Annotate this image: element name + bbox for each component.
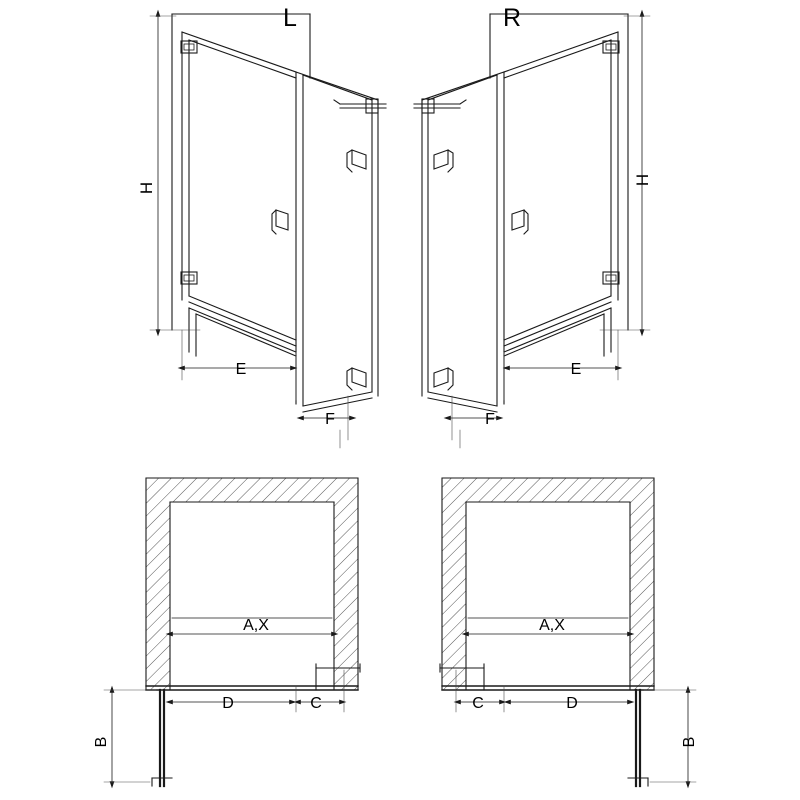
dim-height-right: H xyxy=(633,173,652,187)
dim-side-left: B xyxy=(93,736,110,748)
variant-label-left: L xyxy=(283,4,297,32)
dim-door-left: D xyxy=(222,695,234,712)
variant-label-right: R xyxy=(502,4,522,32)
plan-right xyxy=(440,478,696,786)
dim-overall-left: A,X xyxy=(243,617,269,634)
dim-overall-right: A,X xyxy=(539,617,565,634)
dim-fixed-width-right: F xyxy=(485,411,495,428)
dim-fixed-width-left: F xyxy=(325,411,335,428)
dim-door-width-right: E xyxy=(570,361,582,378)
elevation-left xyxy=(150,14,386,448)
dim-height-left: H xyxy=(137,181,156,195)
plan-left xyxy=(104,478,360,786)
dim-side-right: B xyxy=(681,736,698,748)
dim-fixed-right: C xyxy=(472,695,484,712)
dim-fixed-left: C xyxy=(310,695,322,712)
dim-door-width-left: E xyxy=(235,361,247,378)
elevation-right xyxy=(414,14,650,448)
dim-door-right: D xyxy=(566,695,578,712)
